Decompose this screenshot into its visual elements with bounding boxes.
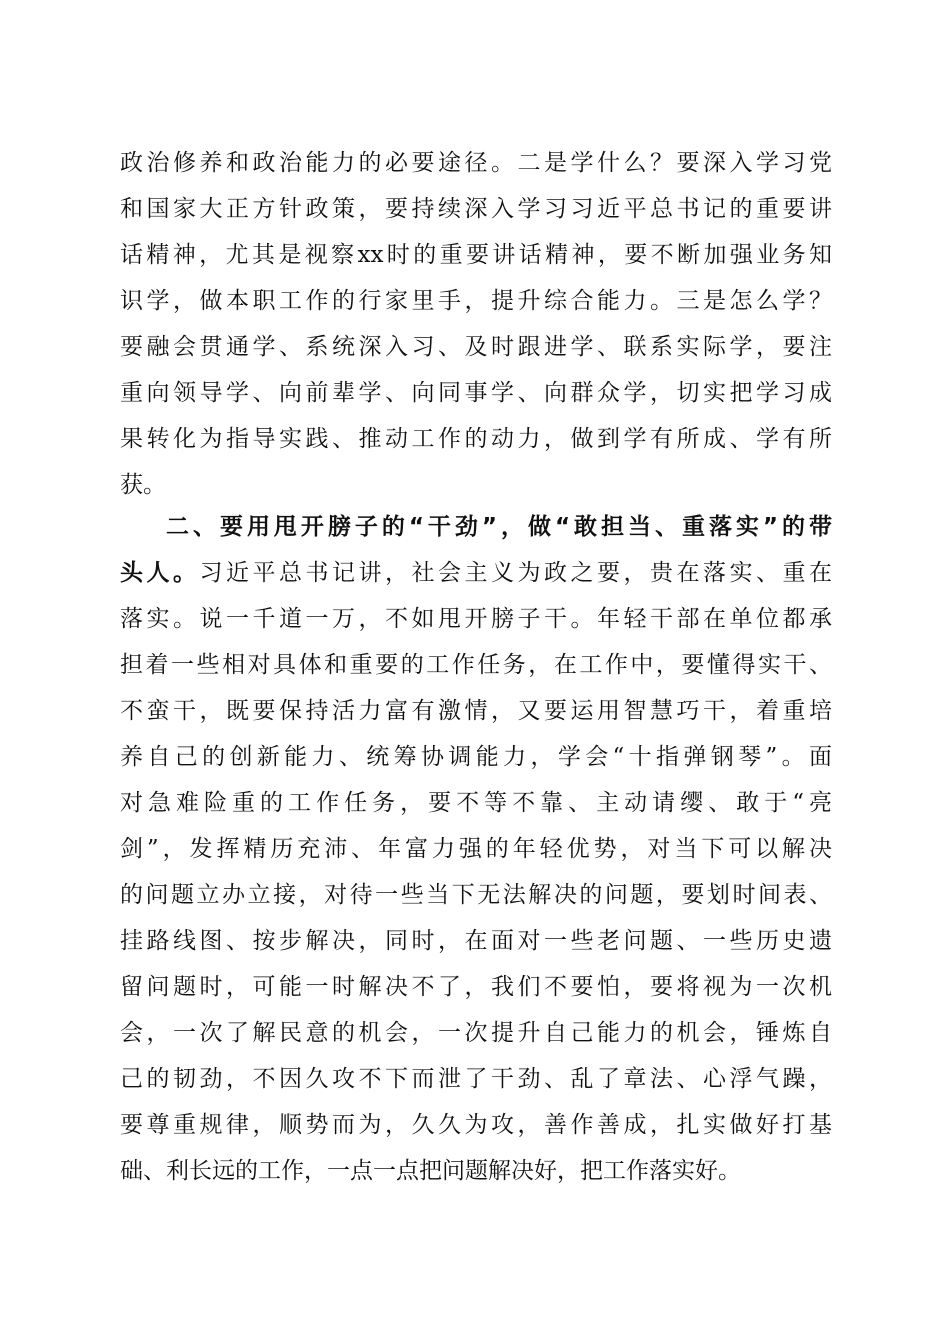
paragraph-line: 对急难险重的工作任务，要不等不靠、主动请缨、敢于“亮 [120, 790, 832, 816]
paragraph-line: 获。 [120, 472, 166, 498]
paragraph-line: 果转化为指导实践、推动工作的动力，做到学有所成、学有所 [120, 426, 832, 452]
paragraph-line: 留问题时，可能一时解决不了，我们不要怕，要将视为一次机 [120, 974, 832, 1000]
paragraph-line: 话精神，尤其是视察xx时的重要讲话精神，要不断加强业务知 [120, 242, 832, 268]
paragraph-line: 础、利长远的工作，一点一点把问题解决好，把工作落实好。 [120, 1158, 741, 1184]
paragraph-line: 剑”，发挥精历充沛、年富力强的年轻优势，对当下可以解决 [120, 836, 832, 862]
paragraph-line: 挂路线图、按步解决，同时，在面对一些老问题、一些历史遗 [120, 928, 832, 954]
paragraph-line: 担着一些相对具体和重要的工作任务，在工作中，要懂得实干、 [120, 652, 832, 678]
paragraph-line: 要融会贯通学、系统深入习、及时跟进学、联系实际学，要注 [120, 334, 832, 360]
paragraph-line: 的问题立办立接，对待一些当下无法解决的问题，要划时间表、 [120, 882, 832, 908]
paragraph-line: 重向领导学、向前辈学、向同事学、向群众学，切实把学习成 [120, 380, 832, 406]
paragraph-line-mixed [120, 550, 832, 596]
paragraph-line: 要尊重规律，顺势而为，久久为攻，善作善成，扎实做好打基 [120, 1112, 832, 1138]
paragraph-line: 政治修养和政治能力的必要途径。二是学什么？要深入学习党 [120, 150, 832, 176]
paragraph-line: 不蛮干，既要保持活力富有激情，又要运用智慧巧干，着重培 [120, 698, 832, 724]
section-heading: 二、要用甩开膀子的“干劲”，做“敢担当、重落实”的带 [166, 514, 832, 540]
paragraph-line: 落实。说一千道一万，不如甩开膀子干。年轻干部在单位都承 [120, 606, 832, 632]
paragraph-line: 养自己的创新能力、统筹协调能力，学会“十指弹钢琴”。面 [120, 744, 832, 770]
paragraph-line: 己的韧劲，不因久攻不下而泄了干劲、乱了章法、心浮气躁， [120, 1066, 832, 1092]
paragraph-2 [120, 504, 832, 1194]
section-heading-tail: 头人。 [120, 560, 200, 586]
paragraph-1 [120, 140, 832, 508]
paragraph-line: 识学，做本职工作的行家里手，提升综合能力。三是怎么学？ [120, 288, 832, 314]
paragraph-text: 习近平总书记讲，社会主义为政之要，贵在落实、重在 [199, 560, 832, 586]
paragraph-line: 会，一次了解民意的机会，一次提升自己能力的机会，锤炼自 [120, 1020, 832, 1046]
paragraph-line: 和国家大正方针政策，要持续深入学习习近平总书记的重要讲 [120, 196, 832, 222]
